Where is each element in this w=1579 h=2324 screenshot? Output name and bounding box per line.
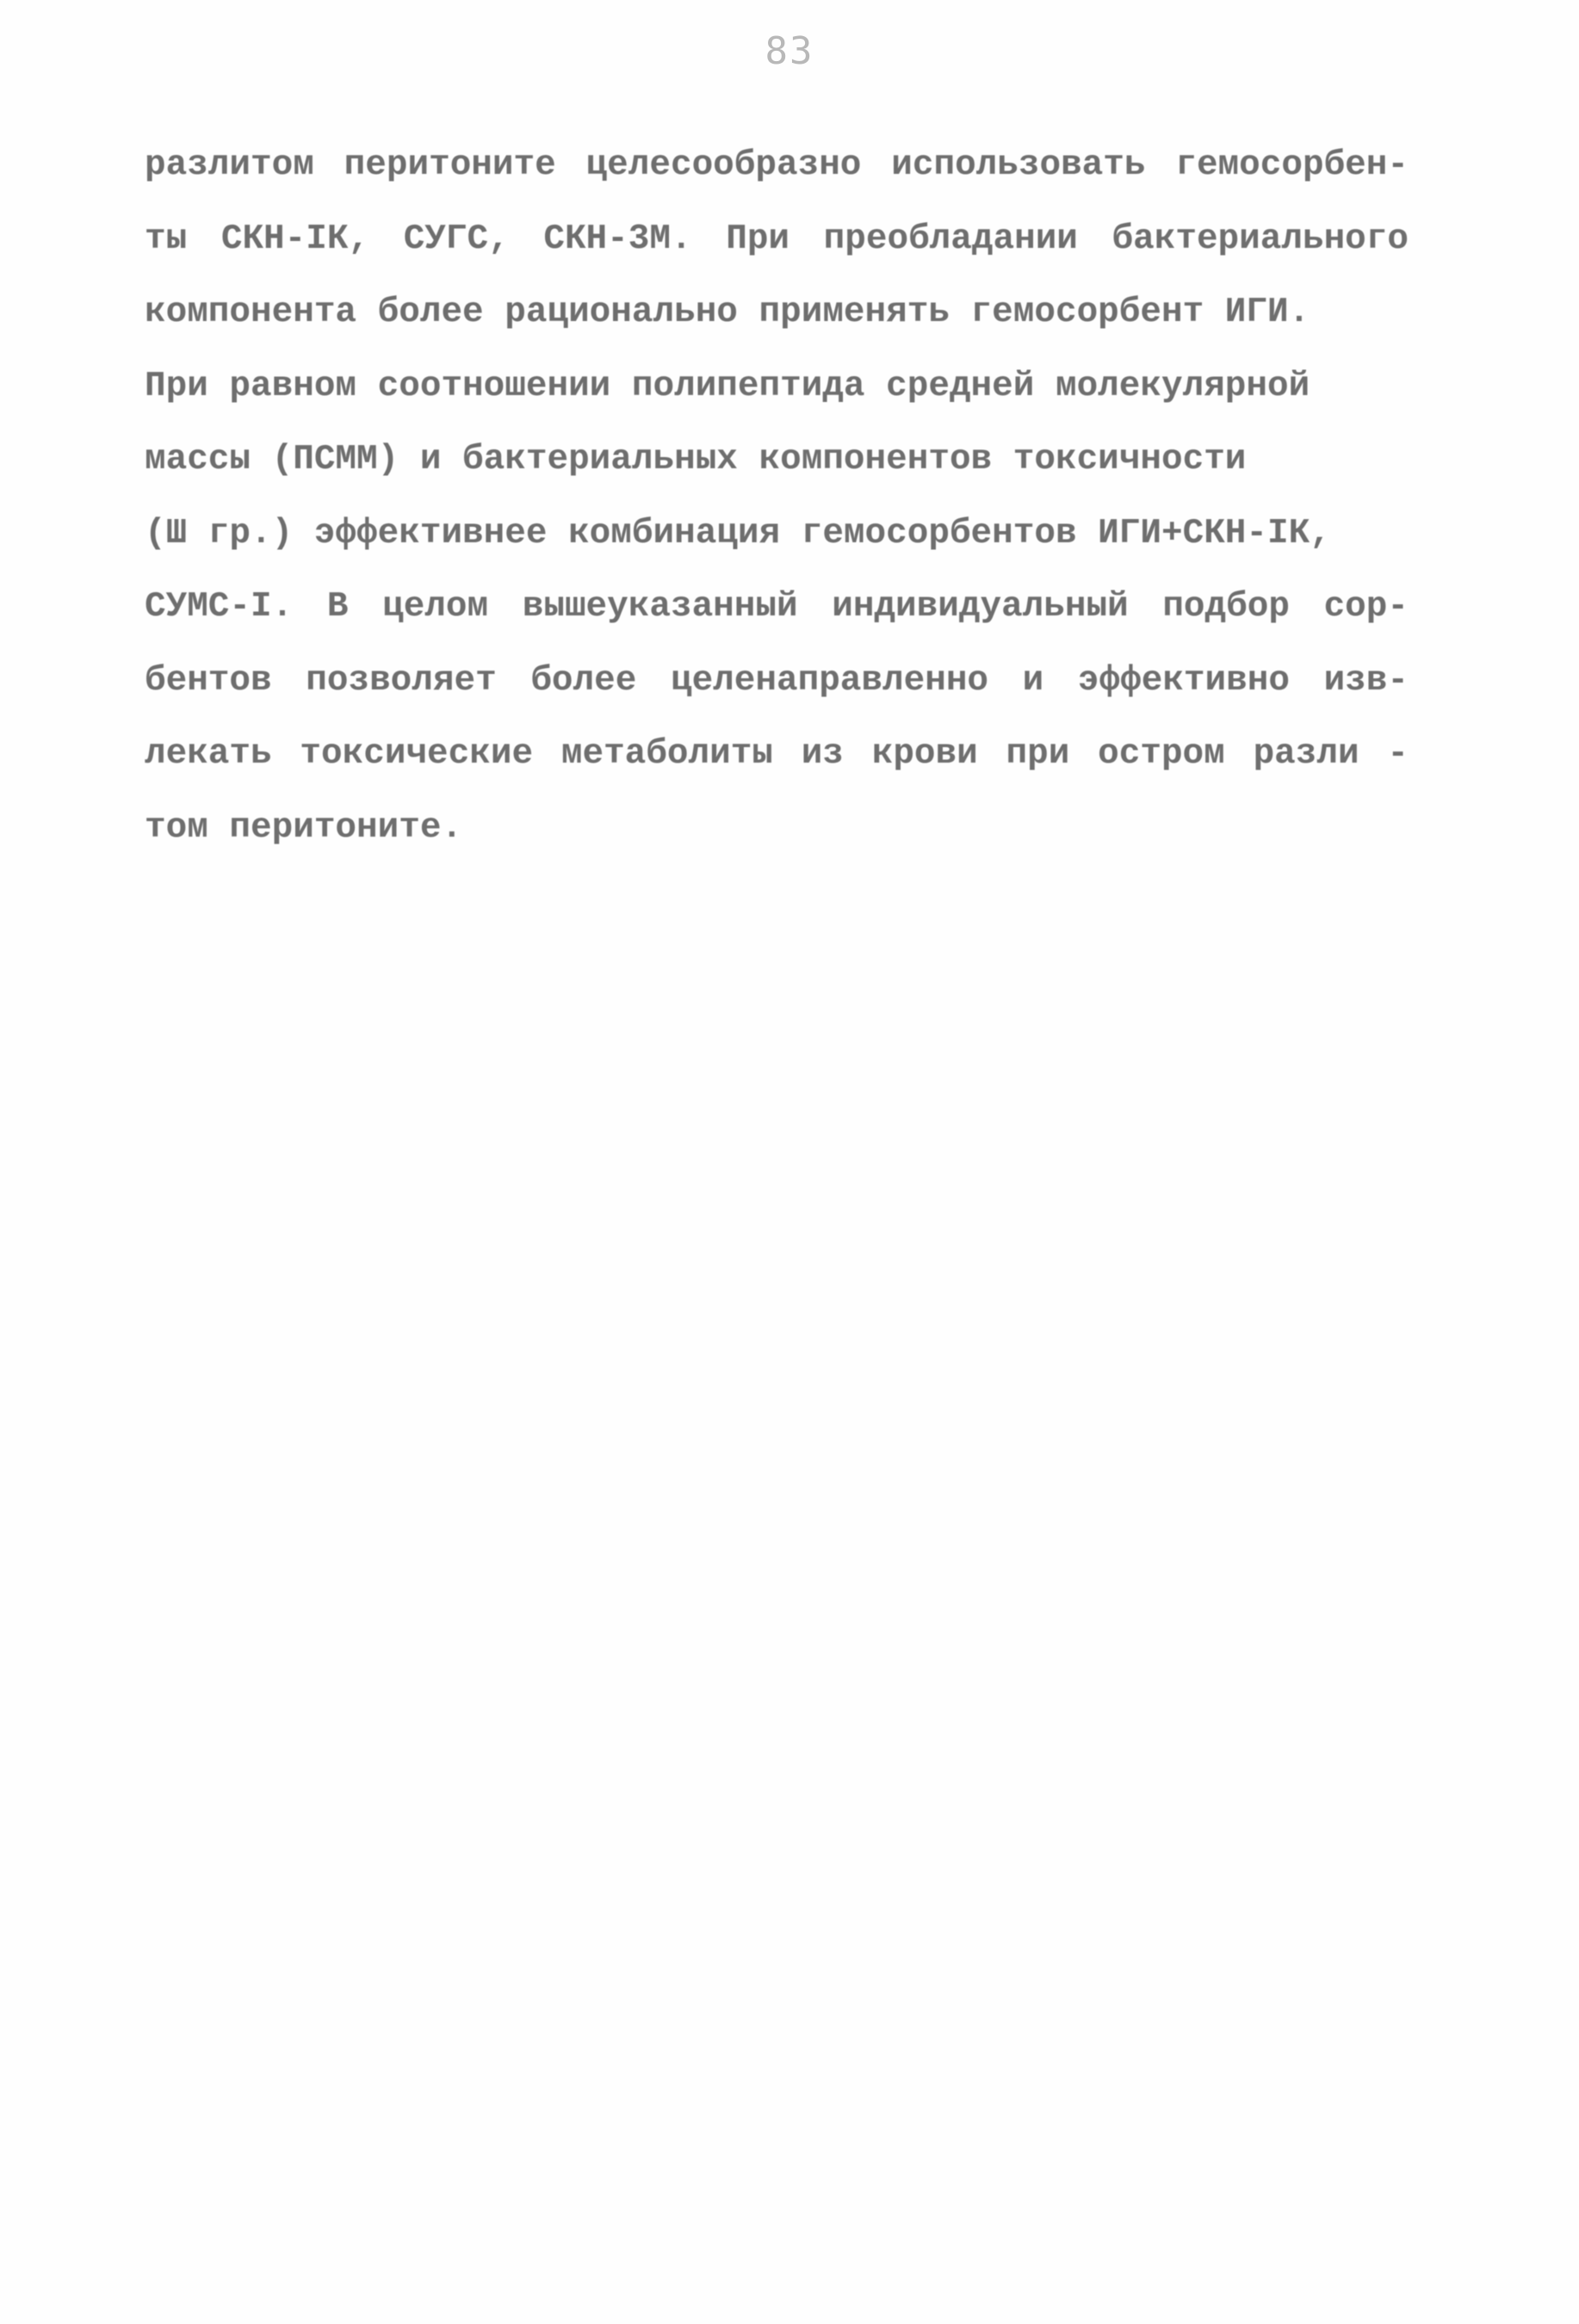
text-line: массы (ПСММ) и бактериальных компонентов токсичности [145, 440, 1247, 479]
text-line: компонента более рационально применять гемосорбент ИГИ. [145, 293, 1310, 332]
text-line: ты СКН-IК, СУГС, СКН-3М. При преобладании бактериального [145, 219, 1409, 259]
text-line: (Ш гр.) эффективнее комбинация гемосорбентов ИГИ+СКН-IК, [145, 513, 1331, 553]
text-line: СУМС-I. В целом вышеуказанный индивидуальный подбор сор- [145, 587, 1409, 627]
text-line: бентов позволяет более целенаправленно и эффективно изв- [145, 660, 1409, 701]
page-number: 83 [765, 29, 814, 73]
text-line: разлитом перитоните целесообразно использовать гемосорбен- [145, 145, 1409, 185]
text-line: том перитоните. [145, 807, 463, 848]
body-paragraph [145, 129, 1436, 865]
text-line: При равном соотношении полипептида средней молекулярной [145, 366, 1310, 406]
text-line: лекать токсические метаболиты из крови при остром разли - [145, 734, 1409, 774]
